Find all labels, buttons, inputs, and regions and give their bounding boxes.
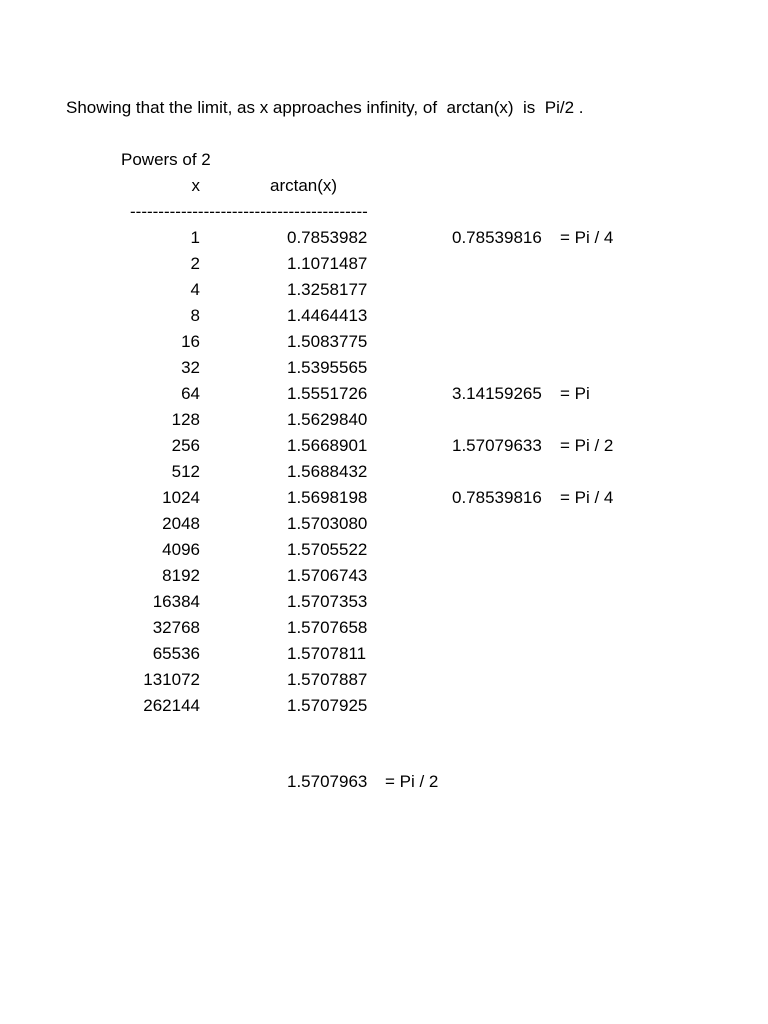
note-label-pi: = Pi <box>560 384 590 403</box>
table-cell-x: 1024 <box>162 488 200 507</box>
table-cell-arctan: 1.5688432 <box>287 462 368 481</box>
final-label: = Pi / 2 <box>385 772 439 791</box>
table-cell-arctan: 1.5698198 <box>287 488 368 507</box>
table-cell-arctan: 1.5395565 <box>287 358 368 377</box>
note-label-pi-over-4: = Pi / 4 <box>560 228 614 247</box>
group-label: Powers of 2 <box>121 150 211 169</box>
table-cell-arctan: 1.5083775 <box>287 332 368 351</box>
table-cell-arctan: 1.5707925 <box>287 696 368 715</box>
table-cell-x: 256 <box>171 436 200 455</box>
note-value-pi-over-4-second: 0.78539816 <box>452 488 542 507</box>
table-cell-x: 2 <box>190 254 200 273</box>
table-cell-arctan: 1.5668901 <box>287 436 368 455</box>
table-cell-arctan: 1.5707887 <box>287 670 368 689</box>
table-cell-arctan: 1.1071487 <box>287 254 368 273</box>
note-value-pi: 3.14159265 <box>452 384 542 403</box>
table-cell-arctan: 1.5705522 <box>287 540 368 559</box>
note-value-pi-over-2: 1.57079633 <box>452 436 542 455</box>
column-header-arctan: arctan(x) <box>270 176 338 195</box>
table-cell-x: 4 <box>190 280 200 299</box>
table-cell-x: 16 <box>181 332 200 351</box>
note-label-pi-over-4-second: = Pi / 4 <box>560 488 614 507</box>
table-cell-arctan: 1.5706743 <box>287 566 368 585</box>
table-cell-x: 8192 <box>162 566 200 585</box>
table-cell-arctan: 1.5707811 <box>287 644 367 663</box>
table-cell-arctan: 1.4464413 <box>287 306 368 325</box>
page-title: Showing that the limit, as x approaches infinity, of arctan(x) is Pi/2 . <box>66 98 584 117</box>
table-cell-x: 8 <box>190 306 200 325</box>
table-cell-x: 32768 <box>152 618 200 637</box>
table-cell-x: 16384 <box>152 592 200 611</box>
column-header-x: x <box>191 176 200 195</box>
table-cell-x: 4096 <box>162 540 200 559</box>
table-cell-arctan: 1.3258177 <box>287 280 368 299</box>
table-cell-x: 32 <box>181 358 200 377</box>
table-cell-arctan: 0.7853982 <box>287 228 368 247</box>
table-cell-arctan: 1.5703080 <box>287 514 368 533</box>
separator-line: ------------------------------------------ <box>130 202 368 221</box>
table-cell-x: 2048 <box>162 514 200 533</box>
table-cell-arctan: 1.5707353 <box>287 592 368 611</box>
table-cell-x: 131072 <box>143 670 200 689</box>
table-cell-arctan: 1.5707658 <box>287 618 368 637</box>
final-value: 1.5707963 <box>287 772 368 791</box>
table-cell-x: 65536 <box>152 644 200 663</box>
note-value-pi-over-4: 0.78539816 <box>452 228 542 247</box>
table-cell-x: 128 <box>171 410 200 429</box>
table-cell-x: 64 <box>181 384 200 403</box>
note-label-pi-over-2: = Pi / 2 <box>560 436 614 455</box>
table-cell-x: 512 <box>171 462 200 481</box>
table-cell-x: 1 <box>190 228 200 247</box>
table-cell-x: 262144 <box>143 696 200 715</box>
table-cell-arctan: 1.5629840 <box>287 410 368 429</box>
table-cell-arctan: 1.5551726 <box>287 384 368 403</box>
